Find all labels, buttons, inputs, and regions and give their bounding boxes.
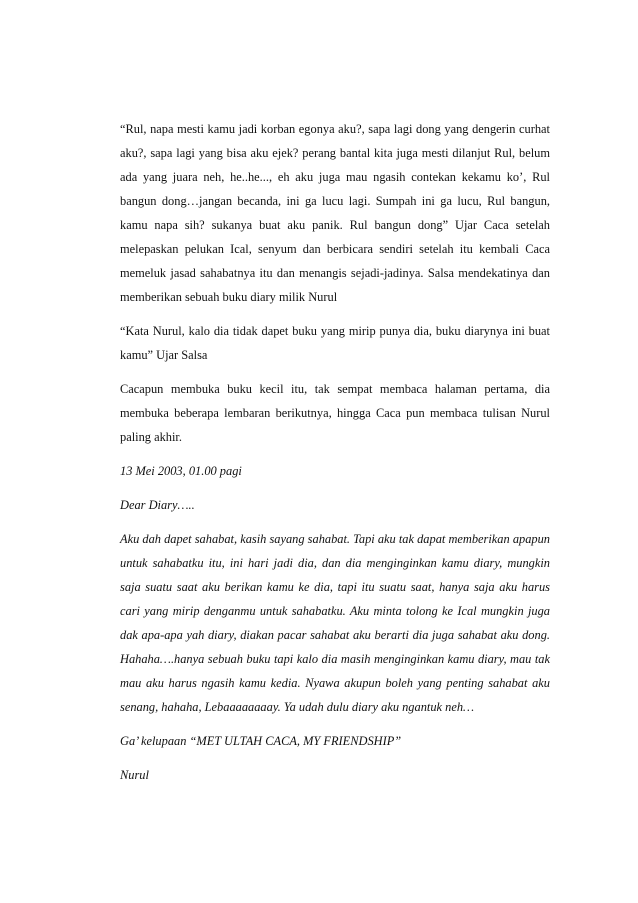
document-body (120, 117, 550, 797)
diary-greeting: Dear Diary….. (120, 498, 195, 512)
diary-signature: Nurul (120, 768, 149, 782)
diary-entry: Aku dah dapet sahabat, kasih sayang sahabat. Tapi aku tak dapat memberikan apapun untuk sahabatku itu, ini hari jadi dia, dan dia menginginkan kamu diary, mungkin saja suatu saat aku berikan kamu ke dia, tapi itu suatu saat, hanya saja aku harus cari yang mirip denganmu untuk sahabatku. Aku minta tolong ke Ical mungkin juga dak apa-apa yah diary, diakan pacar sahabat aku berarti dia juga sahabat aku dong. Hahaha….hanya sebuah buku tapi kalo dia masih menginginkan kamu diary, mau tak mau aku harus ngasih kamu kedia. Nyawa akupun boleh yang penting sahabat aku senang, hahaha, Lebaaaaaaaay. Ya udah dulu diary aku ngantuk neh… (120, 532, 550, 714)
paragraph-caca-speech: “Rul, napa mesti kamu jadi korban egonya aku?, sapa lagi dong yang dengerin curhat aku?, sapa lagi yang bisa aku ejek? perang bantal kita juga mesti dilanjut Rul, belum ada yang juara neh, he..he..., eh aku juga mau ngasih contekan kekamu ko’, Rul bangun dong…jangan becanda, ini ga lucu lagi. Sumpah ini ga lucu, Rul bangun, kamu napa sih? sukanya buat aku panik. Rul bangun dong” Ujar Caca setelah melepaskan pelukan Ical, senyum dan berbicara sendiri setelah itu kembali Caca memeluk jasad sahabatnya itu dan menangis sejadi-jadinya. Salsa mendekatinya dan memberikan sebuah buku diary milik Nurul (120, 122, 550, 304)
diary-postscript: Ga’ kelupaan “MET ULTAH CACA, MY FRIENDSHIP” (120, 734, 402, 748)
paragraph-open-diary: Cacapun membuka buku kecil itu, tak sempat membaca halaman pertama, dia membuka beberapa lembaran berikutnya, hingga Caca pun membaca tulisan Nurul paling akhir. (120, 382, 550, 444)
diary-date: 13 Mei 2003, 01.00 pagi (120, 464, 242, 478)
paragraph-salsa-speech: “Kata Nurul, kalo dia tidak dapet buku yang mirip punya dia, buku diarynya ini buat kamu” Ujar Salsa (120, 324, 550, 362)
